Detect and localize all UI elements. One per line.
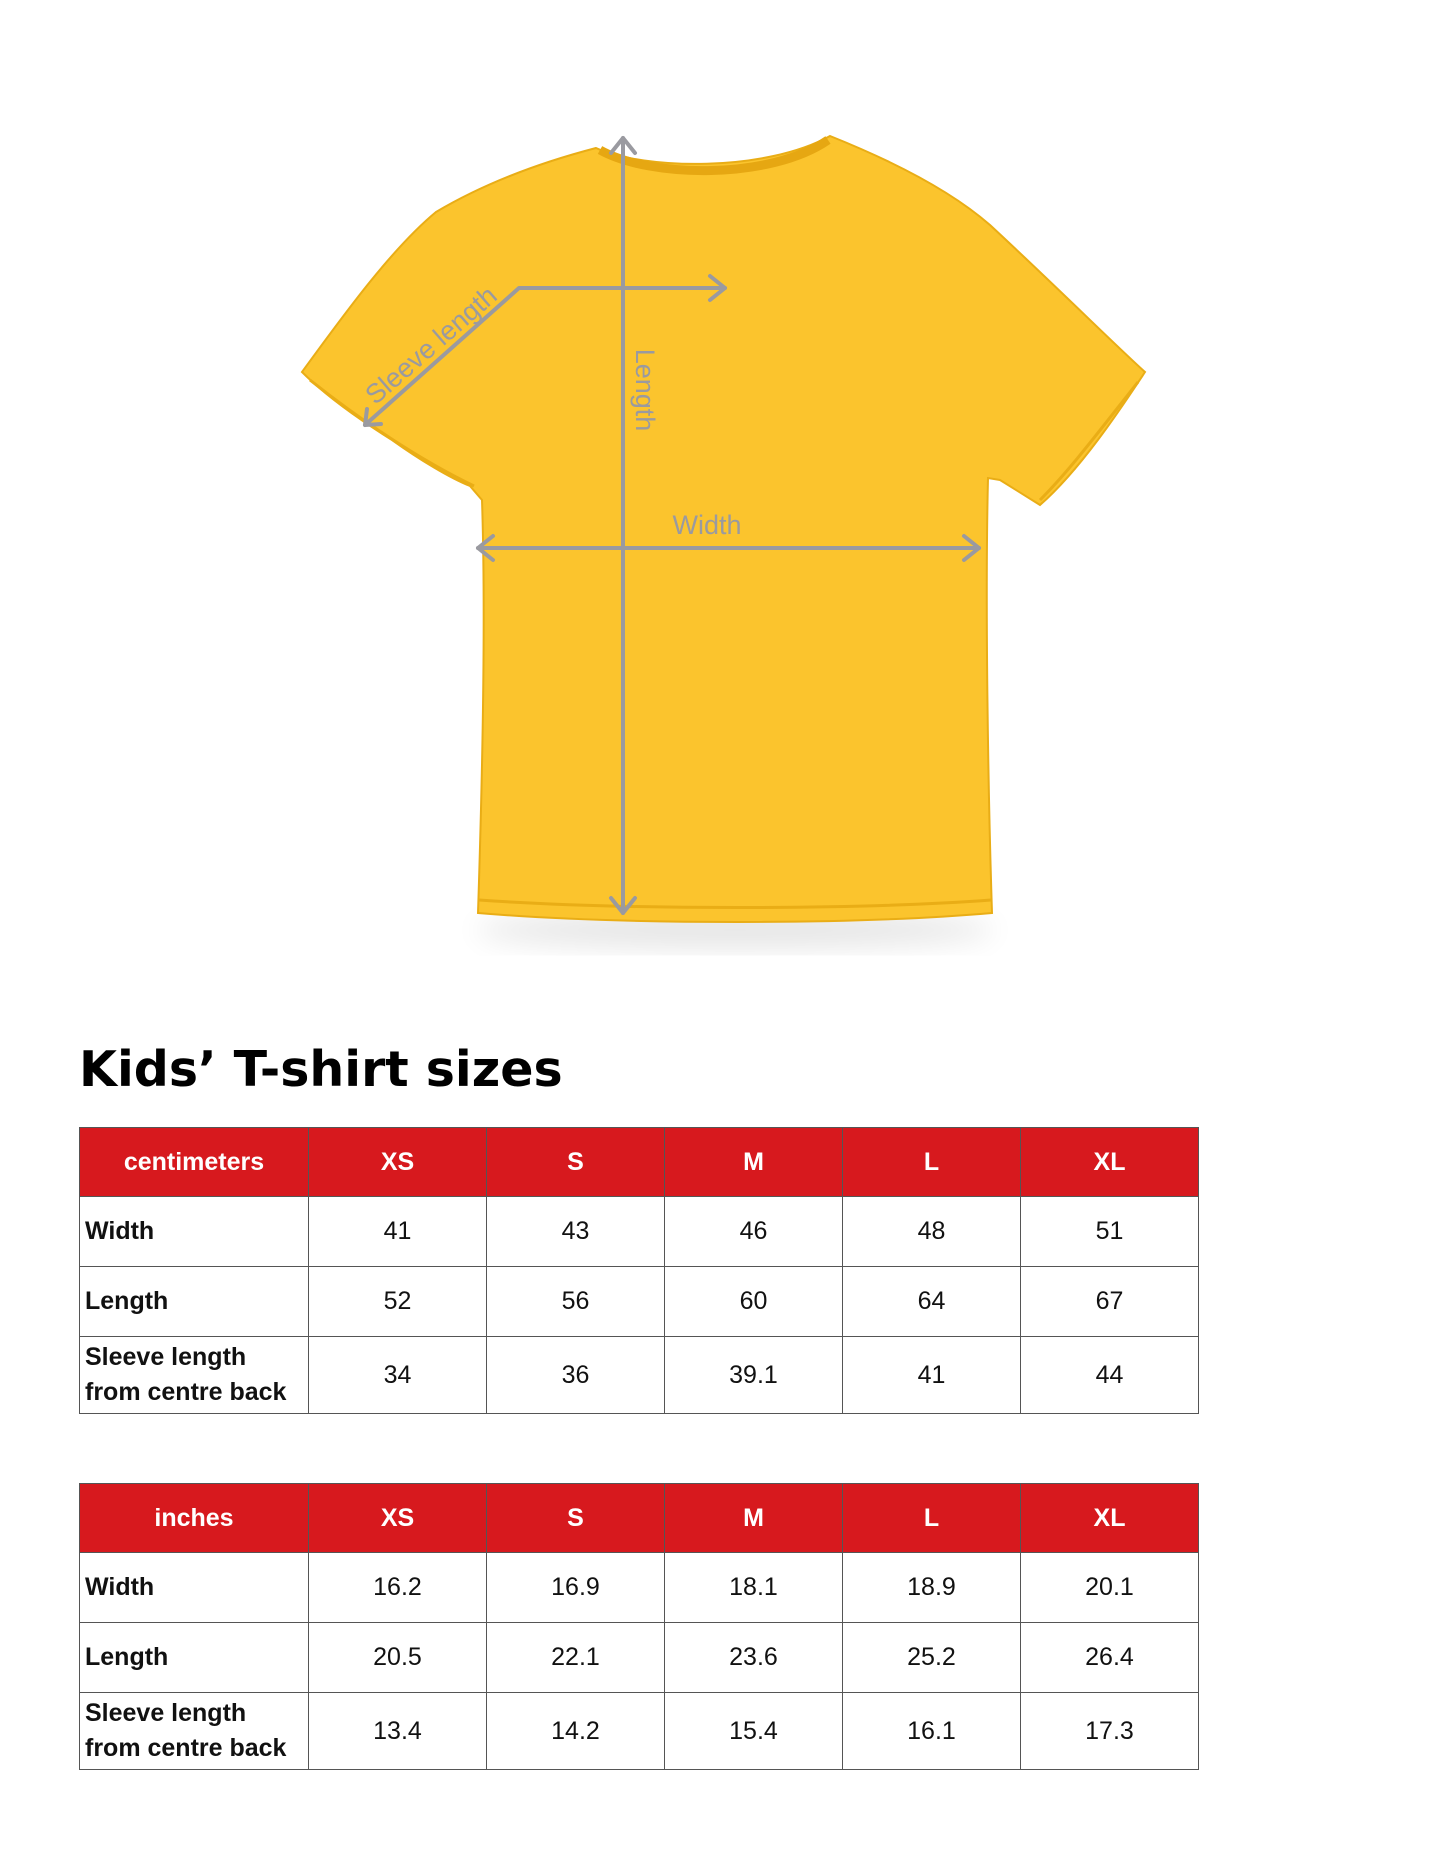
size-header: M [665, 1484, 843, 1553]
row-label: Width [80, 1553, 309, 1623]
size-header: S [487, 1484, 665, 1553]
table-cell: 60 [665, 1267, 843, 1337]
table-cell: 14.2 [487, 1693, 665, 1770]
size-header: S [487, 1128, 665, 1197]
table-row [80, 1267, 1199, 1337]
row-label: Sleeve length from centre back [80, 1337, 309, 1414]
row-label: Length [80, 1267, 309, 1337]
table-cell: 41 [309, 1197, 487, 1267]
width-label: Width [672, 510, 742, 540]
size-header: XS [309, 1484, 487, 1553]
table-cell: 20.5 [309, 1623, 487, 1693]
size-table-centimeters [79, 1127, 1199, 1414]
table-cell: 51 [1021, 1197, 1199, 1267]
table-cell: 16.2 [309, 1553, 487, 1623]
size-header: M [665, 1128, 843, 1197]
row-label: Sleeve length from centre back [80, 1693, 309, 1770]
page-title: Kids’ T-shirt sizes [79, 1041, 563, 1098]
table-cell: 26.4 [1021, 1623, 1199, 1693]
table-header-row [80, 1484, 1199, 1553]
table-cell: 16.1 [843, 1693, 1021, 1770]
table-cell: 52 [309, 1267, 487, 1337]
table-cell: 43 [487, 1197, 665, 1267]
table-cell: 46 [665, 1197, 843, 1267]
table-cell: 22.1 [487, 1623, 665, 1693]
table-cell: 20.1 [1021, 1553, 1199, 1623]
table-cell: 39.1 [665, 1337, 843, 1414]
table-cell: 25.2 [843, 1623, 1021, 1693]
table-cell: 23.6 [665, 1623, 843, 1693]
size-header: XL [1021, 1484, 1199, 1553]
table-cell: 34 [309, 1337, 487, 1414]
size-header: L [843, 1128, 1021, 1197]
length-label: Length [630, 348, 660, 432]
table-cell: 13.4 [309, 1693, 487, 1770]
table-cell: 44 [1021, 1337, 1199, 1414]
table-cell: 56 [487, 1267, 665, 1337]
table-row [80, 1337, 1199, 1414]
size-header: L [843, 1484, 1021, 1553]
table-header-row [80, 1128, 1199, 1197]
row-label: Width [80, 1197, 309, 1267]
size-header: XL [1021, 1128, 1199, 1197]
table-row [80, 1197, 1199, 1267]
size-header: XS [309, 1128, 487, 1197]
table-cell: 16.9 [487, 1553, 665, 1623]
table-cell: 18.9 [843, 1553, 1021, 1623]
table-cell: 18.1 [665, 1553, 843, 1623]
unit-header: inches [80, 1484, 309, 1553]
table-cell: 15.4 [665, 1693, 843, 1770]
unit-header: centimeters [80, 1128, 309, 1197]
table-row [80, 1623, 1199, 1693]
table-row [80, 1553, 1199, 1623]
table-cell: 67 [1021, 1267, 1199, 1337]
table-row [80, 1693, 1199, 1770]
table-cell: 41 [843, 1337, 1021, 1414]
table-cell: 64 [843, 1267, 1021, 1337]
table-cell: 36 [487, 1337, 665, 1414]
sleeve-length-label: Sleeve length [359, 280, 503, 411]
table-cell: 48 [843, 1197, 1021, 1267]
row-label: Length [80, 1623, 309, 1693]
table-cell: 17.3 [1021, 1693, 1199, 1770]
size-table-inches [79, 1483, 1199, 1770]
